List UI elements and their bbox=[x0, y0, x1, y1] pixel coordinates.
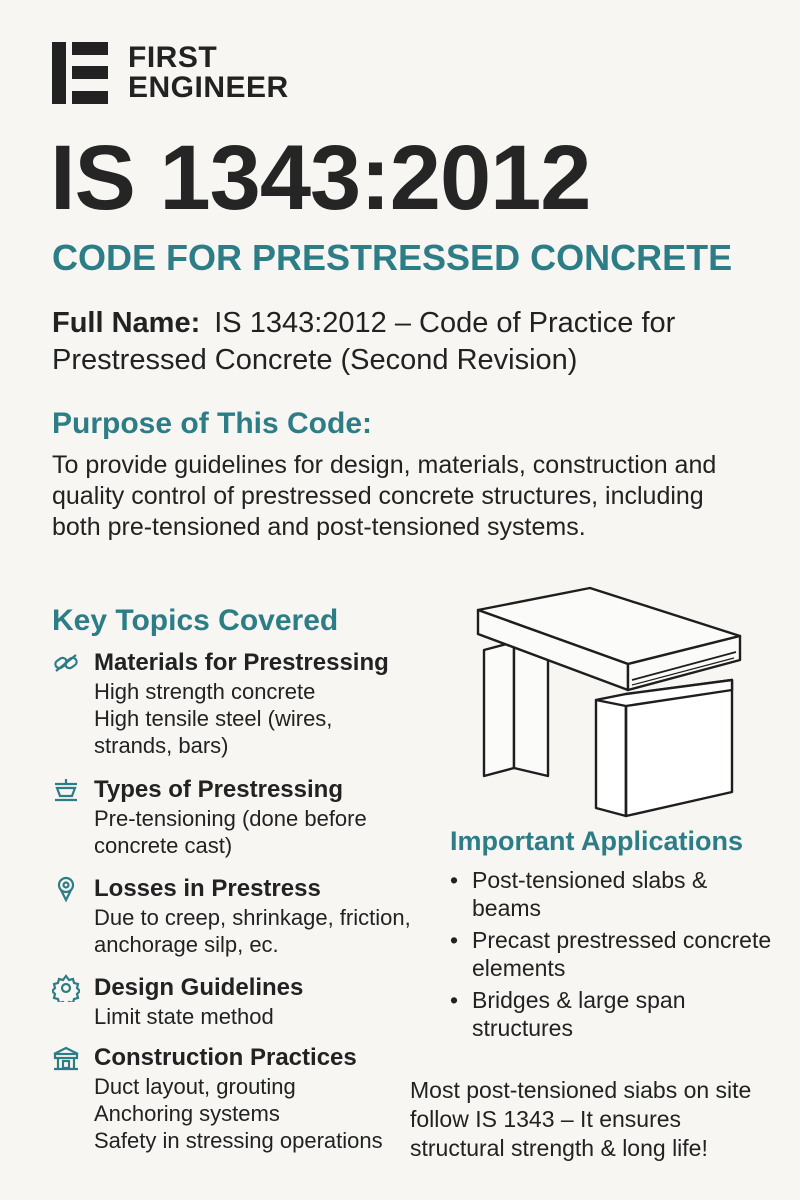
purpose-text: To provide guidelines for design, materials, construction and quality control of prestressed concrete structures, including both pre-tensioned and post-tensioned systems. bbox=[52, 451, 717, 541]
prestressed-slab-illustration bbox=[470, 580, 750, 820]
full-name bbox=[52, 305, 752, 379]
full-name-value: IS 1343:2012 – Code of Practice for Prestressed Concrete (Second Revision) bbox=[52, 307, 676, 376]
brand-logo bbox=[52, 42, 289, 104]
topic-title: Design Guidelines bbox=[94, 974, 304, 1001]
application-item: • Post-tensioned slabs & beams bbox=[450, 866, 780, 922]
topic-item bbox=[52, 775, 412, 859]
topic-line: Anchoring systems bbox=[94, 1101, 280, 1126]
applications-list bbox=[450, 866, 780, 1046]
topic-item bbox=[52, 1043, 412, 1154]
topic-item bbox=[52, 874, 412, 958]
gear-icon bbox=[52, 974, 80, 1002]
topic-line: Pre-tensioning (done before concrete cast) bbox=[94, 806, 367, 858]
topic-line: High strength concrete bbox=[94, 679, 316, 704]
topic-line: Safety in stressing operations bbox=[94, 1128, 383, 1153]
topic-title: Losses in Prestress bbox=[94, 875, 321, 902]
topic-line: Limit state method bbox=[94, 1004, 274, 1029]
first-engineer-logo-icon bbox=[52, 42, 108, 104]
purpose-heading: Purpose of This Code: bbox=[52, 407, 373, 440]
pin-icon bbox=[52, 875, 80, 903]
topic-title: Materials for Prestressing bbox=[94, 649, 389, 676]
topic-item bbox=[52, 648, 412, 759]
crane-icon bbox=[52, 776, 80, 804]
link-icon bbox=[52, 649, 80, 677]
page-title: IS 1343:2012 bbox=[50, 127, 591, 229]
brand-line-1: FIRST bbox=[128, 41, 218, 74]
application-item: • Bridges & large span structures bbox=[450, 986, 780, 1042]
topic-item bbox=[52, 973, 412, 1030]
page-subtitle: CODE FOR PRESTRESSED CONCRETE bbox=[52, 237, 733, 278]
closing-note: Most post-tensioned siabs on site follow IS 1343 – It ensures structural strength & long life! bbox=[410, 1077, 752, 1161]
topic-line: Due to creep, shrinkage, friction, anchorage silp, ec. bbox=[94, 905, 411, 957]
topic-title: Types of Prestressing bbox=[94, 776, 343, 803]
topic-title: Construction Practices bbox=[94, 1044, 357, 1071]
brand-name bbox=[128, 43, 289, 103]
application-item: • Precast prestressed concrete elements bbox=[450, 926, 780, 982]
full-name-label: Full Name: bbox=[52, 307, 201, 339]
building-icon bbox=[52, 1044, 80, 1072]
brand-line-2: ENGINEER bbox=[128, 71, 289, 104]
applications-heading: Important Applications bbox=[450, 826, 744, 856]
topic-line: High tensile steel (wires, strands, bars) bbox=[94, 706, 333, 758]
topic-line: Duct layout, grouting bbox=[94, 1074, 296, 1099]
topics-heading: Key Topics Covered bbox=[52, 604, 339, 637]
